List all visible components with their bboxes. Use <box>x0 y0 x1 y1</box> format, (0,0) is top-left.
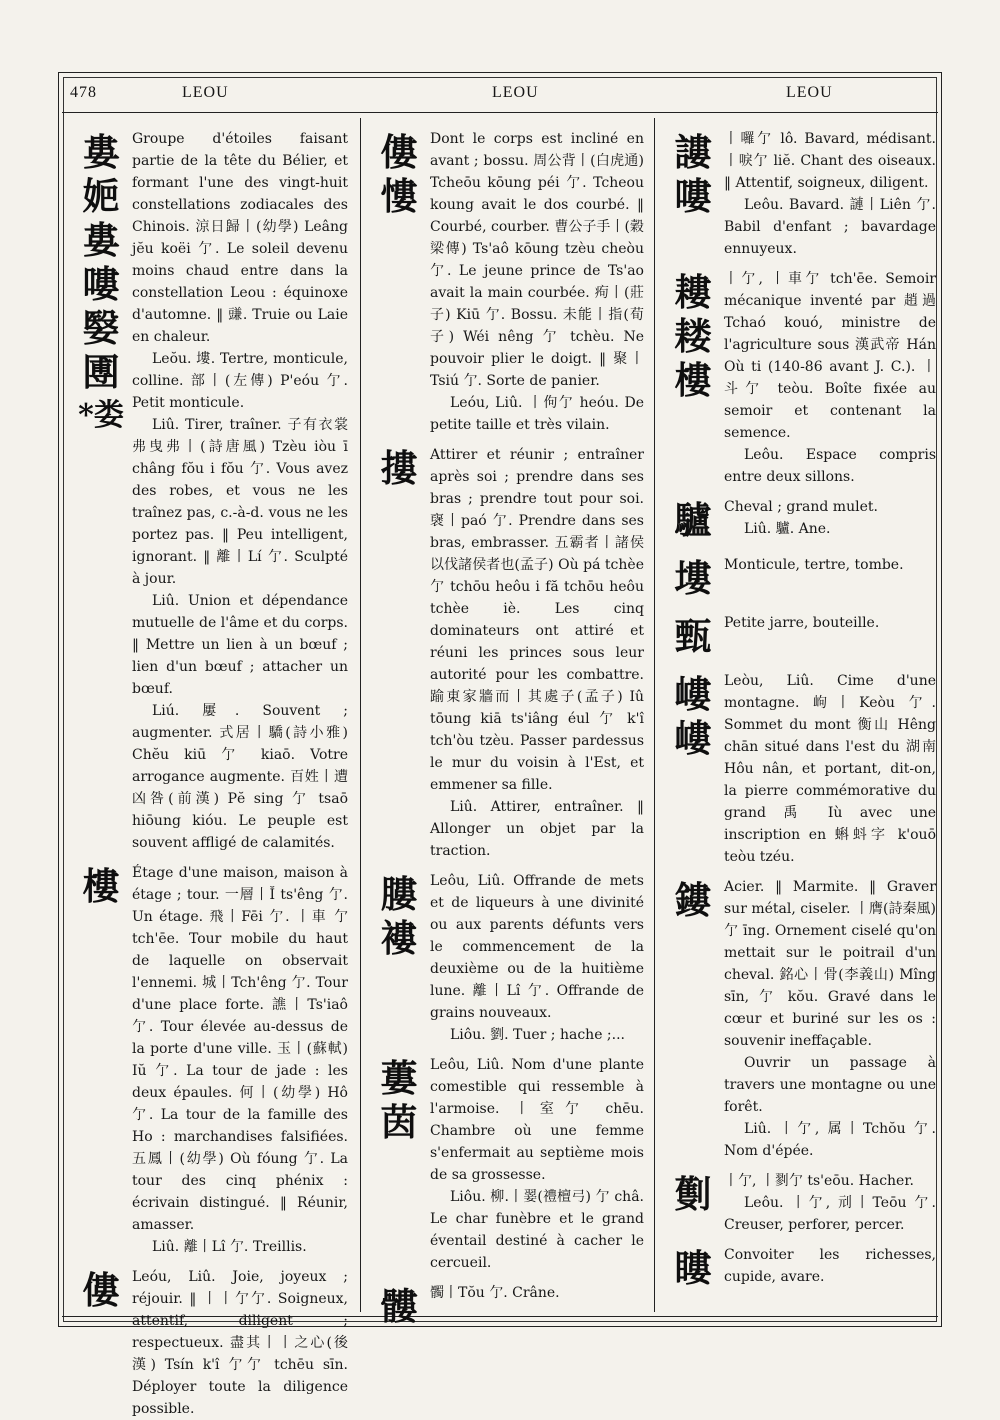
dictionary-entry <box>372 128 644 436</box>
column-3 <box>666 128 936 1308</box>
headword-character: 慺 <box>380 174 418 218</box>
definition-paragraph: Leòu, Liû. Cime d'une montagne. 岣丨Keòu 亇. Sommet du mont 衡山 Hêng chān situé dans l'est du 湖南 Hôu nân, et portant, dit-on, la pierre commémorative du grand 禹 Iù avec une inscription en 蝌蚪字 k'ouō teòu tzéu. <box>724 673 936 865</box>
headword-character: 嘍 <box>674 174 712 218</box>
headword-character: 茵 <box>380 1100 418 1144</box>
headword-character: 膢 <box>380 872 418 916</box>
entry-definition <box>724 554 936 576</box>
definition-paragraph: Liû. 丨亇, 属丨Tchŏu 亇. Nom d'épée. <box>724 1121 936 1159</box>
entry-definition <box>724 496 936 540</box>
definition-paragraph: Liû. 驢. Ane. <box>744 521 831 537</box>
dictionary-entry <box>666 1170 936 1236</box>
headword-character: 劐 <box>674 1172 712 1216</box>
entry-definition <box>724 1170 936 1236</box>
headword-character: 甄 <box>674 614 712 658</box>
headword-character: 謱 <box>674 130 712 174</box>
headword-character: 摟 <box>380 446 418 490</box>
headword-characters <box>74 1268 128 1312</box>
headword-character: 褸 <box>380 916 418 960</box>
headword-character: 婁 <box>82 130 120 174</box>
entry-definition <box>724 612 936 634</box>
headword-character: 嶁 <box>674 672 712 716</box>
headword-character: 樓 <box>82 864 120 908</box>
headword-character: 瞜 <box>674 1246 712 1290</box>
definition-paragraph: Leôu. Espace compris entre deux sillons. <box>724 447 936 485</box>
headword-character: 嶁 <box>674 716 712 760</box>
headword-characters <box>666 498 720 542</box>
headword-character: 蔞 <box>380 1056 418 1100</box>
column-divider-2 <box>654 118 655 1312</box>
definition-paragraph: Liû. Tirer, traîner. 子有衣裳弗曳弗丨(詩唐風) Tzèu iòu ī châng fŏu i fŏu 亇. Vous avez des robes, et vous ne les traînez pas, c.-à-d. vous ne les portez pas. ‖ Peu intelligent, ignorant. ‖ 離丨Lí 亇. Sculpté à jour. <box>132 417 348 587</box>
definition-paragraph: Dont le corps est incliné en avant ; bossu. 周公背丨(白虎通) Tcheōu kōung péi 亇. Tcheou koung avait le dos courbé. ‖ Courbé, courber. 曹公子手丨(穀梁傳) Ts'aô kōung tzèu cheòu 亇. Le jeune prince de Ts'ao avait la main courbée. 痀丨(莊子) Kiū 亇. Bossu. 未能丨指(荀子) Wéi nêng 亇 tchèu. Ne pouvoir plier le doigt. ‖ 聚丨Tsiú 亇. Sorte de panier. <box>430 131 644 389</box>
definition-paragraph: Liú. 屢. Souvent ; augmenter. 式居丨驕(詩小雅) Chĕu kiū 亇 kiaō. Votre arrogance augmente. 百姓丨遭凶咎(前漢) Pĕ sing 亇 tsaō hiōung kióu. Le peuple est souvent affligé de calamités. <box>132 703 348 851</box>
headword-character: 圑 <box>82 350 120 394</box>
dictionary-entry <box>666 128 936 260</box>
header-right: LEOU <box>786 84 833 101</box>
entry-definition <box>430 1054 644 1274</box>
header-center: LEOU <box>492 84 539 101</box>
definition-paragraph: Attirer et réunir ; entraîner après soi ; prendre dans ses bras ; prendre tout pour soi. 襃丨paó 亇. Prendre dans ses bras, embrasser. 五霸者丨諸侯以伐諸侯者也(孟子) Où pá tchèe 亇 tchōu heôu i fă tchōu heôu tchèe iè. Les cinq dominateurs ont attiré et réuni les princes sous leur autorité pour les combattre. 踰東家牆而丨其處子(孟子) Iû tōung kiā ts'iâng éul 亇 k'î tch'òu tzèu. Passer pardessus le mur du voisin à l'Est, et emmener sa fille. <box>430 447 644 793</box>
headword-characters <box>666 1172 720 1216</box>
definition-paragraph: Ouvrir un passage à travers une montagne ou une forêt. <box>724 1055 936 1115</box>
entry-definition <box>724 128 936 260</box>
definition-paragraph: Liû. Union et dépendance mutuelle de l'âme et du corps. ‖ Mettre un lien à un bœuf ; lien d'un bœuf ; attacher un bœuf. <box>132 593 348 697</box>
page-number: 478 <box>70 84 97 101</box>
dictionary-entry <box>372 444 644 862</box>
definition-paragraph: Liôu. 劉. Tuer ; hache ;... <box>450 1027 625 1043</box>
headword-characters <box>372 1284 426 1328</box>
headword-character: 塿 <box>674 556 712 600</box>
header-rule <box>62 112 938 113</box>
header-left: LEOU <box>182 84 229 101</box>
dictionary-entry <box>372 1054 644 1274</box>
headword-character: 髏 <box>380 1284 418 1328</box>
definition-paragraph: Leôu, Liû. Nom d'une plante comestible qui ressemble à l'armoise. 丨室亇 chēu. Chambre où une femme s'enfermait au septième mois de sa grossesse. <box>430 1057 644 1183</box>
definition-paragraph: 丨囉亇 lô. Bavard, médisant. 丨唳亇 liĕ. Chant des oiseaux. ‖ Attentif, soigneux, diligent. <box>724 131 936 191</box>
entry-definition <box>430 870 644 1046</box>
definition-paragraph: Leóu, Liû. 丨佝亇 heóu. De petite taille et très vilain. <box>430 395 644 433</box>
definition-paragraph: 丨亇, 丨剹亇 ts'eōu. Hacher. <box>724 1173 914 1189</box>
dictionary-entry <box>666 554 936 604</box>
headword-character: 耬 <box>674 270 712 314</box>
definition-paragraph: Monticule, tertre, tombe. <box>724 557 904 573</box>
definition-paragraph: Leôu, Liû. Offrande de mets et de liqueurs à une divinité ou aux parents défunts vers le commencement de la deuxième ou de la huitième lune. 離丨Lî 亇. Offrande de grains nouveaux. <box>430 873 644 1021</box>
headword-characters <box>372 446 426 490</box>
dictionary-entry <box>666 496 936 546</box>
headword-characters <box>666 130 720 218</box>
entry-definition <box>430 128 644 436</box>
headword-characters <box>666 878 720 922</box>
dictionary-entry <box>666 268 936 488</box>
dictionary-entry <box>372 1282 644 1332</box>
definition-paragraph: Étage d'une maison, maison à étage ; tour. 一層丨Ĭ ts'êng 亇. Un étage. 飛丨Fēi 亇. 丨車 亇 tch'ēe. Tour mobile du haut de laquelle on observait l'ennemi. 城丨Tch'êng 亇. Tour d'une place forte. 譙丨Ts'iaô 亇. Tour élevée au-dessus de la porte d'une ville. 玉丨(蘇軾) Iŭ 亇. La tour de jade : les deux épaules. 何丨(幼學) Hô 亇. La tour de la famille des Ho : marchandises falsifiées. 五鳳丨(幼學) Où fóung 亇. La tour des cinq phénix : écrivain distingué. ‖ Réunir, amasser. <box>132 865 348 1233</box>
definition-paragraph: Liû. 離丨Lî 亇. Treillis. <box>152 1239 307 1255</box>
headword-character: *娄 <box>78 398 124 433</box>
running-header <box>70 82 930 110</box>
headword-character: 鏤 <box>674 878 712 922</box>
definition-paragraph: 髑丨Tŏu 亇. Crâne. <box>430 1285 560 1301</box>
definition-paragraph: 丨亇, 丨車亇 tch'ēe. Semoir mécanique inventé par 趙過 Tchaó kouó, ministre de l'agriculture sous 漢武帝 Hán Où ti (140-86 avant J. C.). 丨斗亇 teòu. Boîte fixée au semoir et contenant la semence. <box>724 271 936 441</box>
definition-paragraph: Leôu. 丨亇, 刓丨Teōu 亇. Creuser, perforer, percer. <box>724 1195 936 1233</box>
headword-characters <box>666 614 720 658</box>
headword-character: 僂 <box>82 1268 120 1312</box>
entry-definition <box>724 670 936 868</box>
entry-definition <box>430 1282 644 1304</box>
headword-character: 嫛 <box>82 306 120 350</box>
definition-paragraph: Petite jarre, bouteille. <box>724 615 880 631</box>
headword-character: 婁 <box>82 218 120 262</box>
definition-paragraph: Groupe d'étoiles faisant partie de la tête du Bélier, et formant l'une des vingt-huit constellations zodiacales des Chinois. 涼日歸丨(幼學) Leâng jĕu koëi 亇. Le soleil devenu moins chaud entre dans la constellation Leou : équinoxe d'automne. ‖ 豏. Truie ou Laie en chaleur. <box>132 131 348 345</box>
definition-paragraph: Convoiter les richesses, cupide, avare. <box>724 1247 936 1285</box>
headword-characters <box>666 270 720 402</box>
headword-characters <box>372 1056 426 1144</box>
dictionary-entry <box>666 1244 936 1294</box>
dictionary-entry <box>372 870 644 1046</box>
entry-definition <box>724 268 936 488</box>
column-2 <box>372 128 644 1328</box>
column-divider-1 <box>360 118 361 1312</box>
column-1 <box>74 128 348 1417</box>
entry-definition <box>132 862 348 1258</box>
definition-paragraph: Acier. ‖ Marmite. ‖ Graver sur métal, ciseler. 丨膺(詩秦風) 亇 īng. Ornement ciselé qu'on mettait sur le poitrail d'un cheval. 銘心丨骨(李義山) Mîng sīn, 亇 kŏu. Gravé dans le cœur et buriné sur les os : souvenir ineffaçable. <box>724 879 936 1049</box>
headword-character: 驢 <box>674 498 712 542</box>
entry-definition <box>132 128 348 854</box>
headword-characters <box>666 556 720 600</box>
dictionary-entry <box>74 128 348 854</box>
entry-definition <box>724 876 936 1162</box>
definition-paragraph: Leŏu. 塿. Tertre, monticule, colline. 部丨(左傳) P'eóu 亇. Petit monticule. <box>132 351 348 411</box>
headword-character: 耧 <box>674 314 712 358</box>
dictionary-entry <box>666 612 936 662</box>
definition-paragraph: Leóu, Liû. Joie, joyeux ; réjouir. ‖ 丨丨亇亇. Soigneux, attentif, diligent ; respectueux. 盡其丨丨之心(後漢) Tsín k'î 亇亇 tchēu sīn. Déployer toute la diligence possible. <box>132 1269 348 1417</box>
headword-characters <box>372 872 426 960</box>
entry-definition <box>430 444 644 862</box>
headword-character: 嘍 <box>82 262 120 306</box>
entry-definition <box>724 1244 936 1288</box>
headword-characters <box>666 1246 720 1290</box>
dictionary-entry <box>666 876 936 1162</box>
definition-paragraph: Liû. Attirer, entraîner. ‖ Allonger un objet par la traction. <box>430 799 644 859</box>
definition-paragraph: Cheval ; grand mulet. <box>724 499 878 515</box>
definition-paragraph: Leôu. Bavard. 謰丨Liên 亇. Babil d'enfant ; bavardage ennuyeux. <box>724 197 936 257</box>
headword-characters <box>74 130 128 438</box>
dictionary-entry <box>74 1266 348 1420</box>
dictionary-entry <box>666 670 936 868</box>
headword-character: 僂 <box>380 130 418 174</box>
headword-characters <box>372 130 426 218</box>
headword-characters <box>74 864 128 908</box>
dictionary-entry <box>74 862 348 1258</box>
definition-paragraph: Liôu. 柳.丨翣(禮檀弓) 亇 châ. Le char funèbre et le grand éventail destiné à cacher le cercueil. <box>430 1189 644 1271</box>
entry-definition <box>132 1266 348 1420</box>
headword-character: 樓 <box>674 358 712 402</box>
headword-character: 㛂 <box>82 174 120 218</box>
headword-characters <box>666 672 720 760</box>
